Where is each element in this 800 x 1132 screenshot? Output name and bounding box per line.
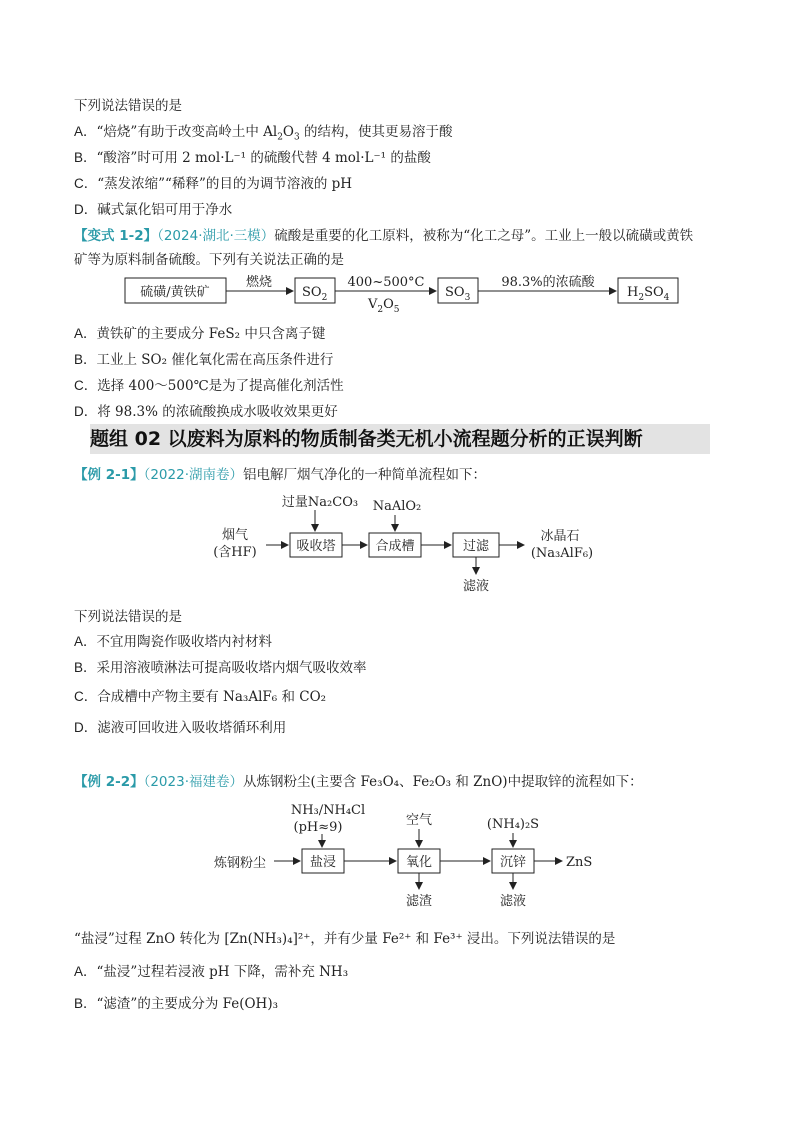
option-letter: B． <box>74 150 97 165</box>
flow-reagent-1: 过量Na₂CO₃ <box>281 495 359 510</box>
question-source: （2024·湖北·三模） <box>157 228 275 244</box>
option-letter: B． <box>74 996 97 1011</box>
question-source: （2023·福建卷） <box>143 774 243 790</box>
flow-reagent-1-line2: (pH≈9) <box>293 820 343 835</box>
option-letter: A． <box>74 634 97 649</box>
option-d <box>74 403 338 421</box>
flow-filtrate: 滤液 <box>499 894 527 909</box>
flow-arrow-3-label: 98.3%的浓硫酸 <box>501 275 595 290</box>
option-a <box>74 963 348 981</box>
option-text: 选择 400～500℃是为了提高催化剂活性 <box>97 378 344 394</box>
flow-reagent-1-line1: NH₃/NH₄Cl <box>290 803 366 818</box>
question-tag: 【例 2-2】 <box>74 774 144 790</box>
example-stem <box>74 466 486 484</box>
flow-box-synthesis-label: 合成槽 <box>375 539 415 554</box>
option-letter: D． <box>74 202 98 217</box>
option-a <box>74 325 325 343</box>
example-stem-2: “盐浸”过程 ZnO 转化为 [Zn(NH₃)₄]²⁺，并有少量 Fe²⁺ 和 Fe³⁺ 浸出。下列说法错误的是 <box>74 931 616 947</box>
option-text: 滤液可回收进入吸收塔循环利用 <box>97 720 287 736</box>
stem-text: 硫酸是重要的化工原料，被称为“化工之母”。工业上一般以硫磺或黄铁 <box>274 228 694 244</box>
option-letter: D． <box>74 720 98 735</box>
option-text: “滤渣”的主要成分为 Fe(OH)₃ <box>96 996 279 1012</box>
option-text: “酸溶”时可用 2 mol·L⁻¹ 的硫酸代替 4 mol·L⁻¹ 的盐酸 <box>96 150 431 166</box>
option-letter: A． <box>74 964 97 979</box>
flue-gas-flow-diagram <box>0 488 800 600</box>
option-letter: D． <box>74 404 98 419</box>
flow-box-h2so4-label: $H_2SO_4$ <box>627 285 670 303</box>
question-prompt: 下列说法错误的是 <box>74 98 182 114</box>
flow-output-line1: 冰晶石 <box>540 529 580 544</box>
flow-reagent-2: 空气 <box>405 813 433 828</box>
option-b <box>74 995 278 1013</box>
flow-residue: 滤渣 <box>405 894 433 909</box>
option-letter: B． <box>74 352 97 367</box>
flow-box-so2-label: $SO_2$ <box>302 285 328 303</box>
question-tag: 【变式 1-2】 <box>74 228 158 244</box>
flow-box-absorber-label: 吸收塔 <box>296 539 336 554</box>
stem-text: 从炼钢粉尘(主要含 Fe₃O₄、Fe₂O₃ 和 ZnO)中提取锌的流程如下： <box>243 774 643 790</box>
flow-arrow-1-label: 燃烧 <box>245 275 273 290</box>
option-a <box>74 633 272 651</box>
option-d <box>74 201 232 219</box>
flow-box-so3-label: $SO_3$ <box>445 285 471 303</box>
flow-reagent-2: NaAlO₂ <box>372 499 422 514</box>
option-b <box>74 351 333 369</box>
flow-input: 炼钢粉尘 <box>213 856 267 871</box>
option-d <box>74 719 286 737</box>
flow-output-line2: (Na₃AlF₆) <box>530 546 594 561</box>
option-text: 黄铁矿的主要成分 FeS₂ 中只含离子键 <box>96 326 326 342</box>
option-b <box>74 149 431 167</box>
option-text: 将 98.3% 的浓硫酸换成水吸收效果更好 <box>97 404 338 420</box>
flow-box-oxidation-label: 氧化 <box>405 855 433 870</box>
flow-input-line2: (含HF) <box>213 545 257 560</box>
option-text: 不宜用陶瓷作吸收塔内衬材料 <box>96 634 273 650</box>
option-c <box>74 377 344 395</box>
flow-input-line1: 烟气 <box>221 528 249 543</box>
option-text: 碱式氯化铝可用于净水 <box>97 202 233 218</box>
flow-arrow-2-top-label: 400~500°C <box>347 275 425 290</box>
sulfuric-acid-flow-diagram <box>0 270 800 320</box>
option-c <box>74 688 326 706</box>
example-stem <box>74 773 643 791</box>
option-letter: C． <box>74 378 98 393</box>
flow-output: ZnS <box>566 855 593 870</box>
option-letter: C． <box>74 176 98 191</box>
zinc-extraction-flow-diagram <box>0 796 800 912</box>
question-prompt: 下列说法错误的是 <box>74 609 182 625</box>
option-text: 采用溶液喷淋法可提高吸收塔内烟气吸收效率 <box>96 660 367 676</box>
flow-arrow-2-bottom-label: $V_2O_5$ <box>368 297 400 315</box>
flow-reagent-3: (NH₄)₂S <box>486 817 540 832</box>
option-letter: B． <box>74 660 97 675</box>
option-b <box>74 659 367 677</box>
option-letter: A． <box>74 326 97 341</box>
option-letter: A． <box>74 124 97 139</box>
section-heading: 题组 02 以废料为原料的物质制备类无机小流程题分析的正误判断 <box>90 424 710 454</box>
flow-box-raw-material-label: 硫磺/黄铁矿 <box>140 285 210 300</box>
option-text: “焙烧”有助于改变高岭土中 Al <box>96 124 278 140</box>
option-text: 合成槽中产物主要有 Na₃AlF₆ 和 CO₂ <box>97 689 327 705</box>
flow-filtrate: 滤液 <box>462 579 490 594</box>
question-tag: 【例 2-1】 <box>74 467 144 483</box>
option-text: 工业上 SO₂ 催化氧化需在高压条件进行 <box>96 352 334 368</box>
option-text: “蒸发浓缩”“稀释”的目的为调节溶液的 pH <box>97 176 353 192</box>
option-letter: C． <box>74 689 98 704</box>
flow-box-zinc-precipitation-label: 沉锌 <box>499 855 527 870</box>
question-source: （2022·湖南卷） <box>143 467 243 483</box>
stem-text: 铝电解厂烟气净化的一种简单流程如下： <box>243 467 486 483</box>
flow-box-salt-leach-label: 盐浸 <box>309 855 337 870</box>
option-a: A．“焙烧”有助于改变高岭土中 $Al_2O_3$ 的结构，使其更易溶于酸 <box>74 124 453 143</box>
flow-box-filter-label: 过滤 <box>462 539 490 554</box>
variant-stem-line1 <box>74 227 693 245</box>
option-text: “盐浸”过程若浸液 pH 下降，需补充 NH₃ <box>96 964 349 980</box>
variant-stem-line2: 矿等为原料制备硫酸。下列有关说法正确的是 <box>74 252 344 268</box>
option-c <box>74 175 352 193</box>
